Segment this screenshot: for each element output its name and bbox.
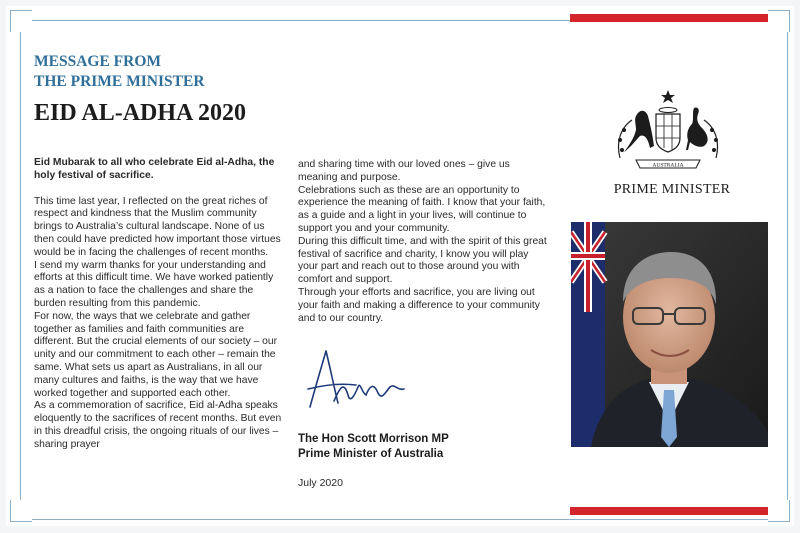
- signatory-role: Prime Minister of Australia: [298, 447, 444, 460]
- red-accent-bar-top: [570, 14, 768, 22]
- body-paragraph: This time last year, I reflected on the great riches of respect and kindness that the Muslim community brings to Australia’s cultural landscape. None of us then could have predicted how important those virtues would be in facing the challenges of recent months.: [34, 195, 281, 258]
- body-paragraph: Through your efforts and sacrifice, you are living out your faith and making a difference to your community and to our country.: [298, 286, 540, 324]
- frame-corner-bottom-right: [768, 500, 790, 522]
- body-paragraph: and sharing time with our loved ones – give us meaning and purpose.: [298, 159, 510, 183]
- body-column-2: [298, 159, 548, 325]
- body-paragraph: I send my warm thanks for your understanding and efforts at this difficult time. We have worked patiently as a nation to face the challenges and share the burden resulting from this pandemic.: [34, 259, 274, 309]
- heading-line-1: MESSAGE FROM: [34, 53, 162, 70]
- body-paragraph: For now, the ways that we celebrate and gather together as families and faith communities are different. But the crucial elements of our society – our unity and our commitment to each other – remain the same. What sets us apart as Australians, in all our many cultures and faiths, is the way that we have worked together and supported each other.: [34, 310, 278, 399]
- body-paragraph: During this difficult time, and with the spirit of this great festival of sacrifice and charity, I know you will play your part and reach out to those around you with comfort and support.: [298, 235, 547, 286]
- red-accent-bar-bottom: [570, 507, 768, 515]
- signatory-block: [298, 432, 449, 461]
- letter-date: July 2020: [298, 477, 343, 489]
- page-title: EID AL-ADHA 2020: [34, 100, 247, 126]
- handwritten-signature: [304, 345, 414, 420]
- prime-minister-label: PRIME MINISTER: [613, 182, 731, 197]
- frame-corner-top-right: [768, 10, 790, 32]
- body-paragraph: As a commemoration of sacrifice, Eid al-Adha speaks eloquently to the sacrifices of recent months. But even in this dreadful crisis, the ongoing rituals of our lives – sharing prayer: [34, 400, 282, 450]
- frame-corner-bottom-left: [10, 500, 32, 522]
- crest-scroll-text: AUSTRALIA: [652, 162, 684, 169]
- body-paragraph: Celebrations such as these are an opportunity to experience the meaning of faith. I know that your faith, as a guide and a light in your lives, will continue to support you and your community.: [298, 184, 546, 234]
- message-heading: [34, 52, 205, 92]
- lead-paragraph: Eid Mubarak to all who celebrate Eid al-Adha, the holy festival of sacrifice.: [34, 157, 275, 181]
- portrait-photo: [571, 222, 768, 447]
- heading-line-2: THE PRIME MINISTER: [34, 73, 205, 90]
- body-column-1: [34, 157, 286, 452]
- signatory-name: The Hon Scott Morrison MP: [298, 433, 449, 445]
- frame-corner-top-left: [10, 10, 32, 32]
- coat-of-arms-icon: [606, 88, 730, 180]
